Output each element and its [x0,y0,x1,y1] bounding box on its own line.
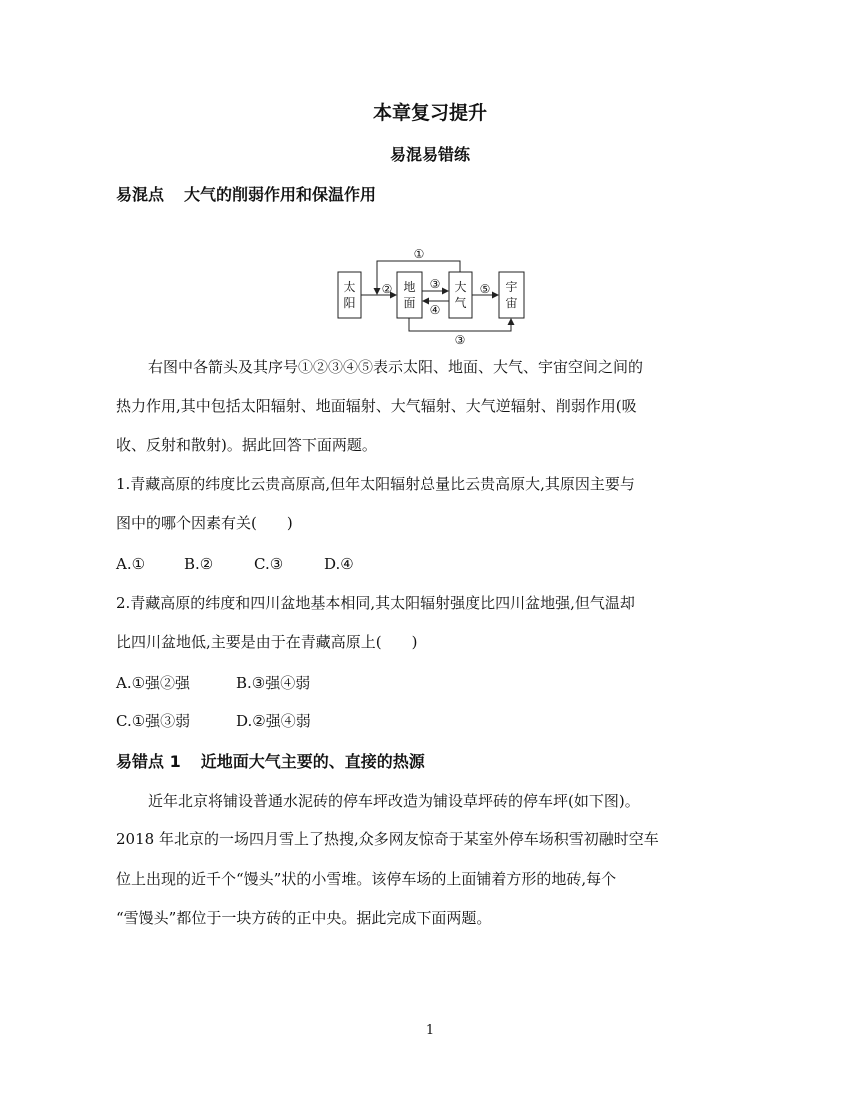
sun-label-2: 阳 [343,296,356,310]
arrow-4-label: ④ [429,303,441,317]
q2-option-d[interactable]: D.②强④弱 [236,712,311,730]
section-label: 易错点 1 [116,752,181,771]
atmosphere-label-2: 气 [454,296,467,310]
intro-line-3: 收、反射和散射)。据此回答下面两题。 [116,436,377,454]
sun-box [338,272,361,318]
q1-line-1: 1.青藏高原的纬度比云贵高原高,但年太阳辐射总量比云贵高原大,其原因主要与 [116,475,635,493]
sun-label-1: 太 [343,280,356,294]
page-number: 1 [425,1023,435,1038]
space-box [499,272,524,318]
section-text: 近地面大气主要的、直接的热源 [200,752,425,771]
q1-option-b[interactable]: B.② [184,555,214,573]
ground-label-2: 面 [403,296,416,310]
ground-box [397,272,422,318]
page-title: 本章复习提升 [372,102,487,124]
arrow-1-label: ① [413,247,425,261]
section-label: 易混点 [116,185,165,204]
section-heading-1 [116,182,376,205]
q1-option-c[interactable]: C.③ [254,555,284,573]
arrow-2-label: ② [381,282,393,296]
ground-label-1: 地 [403,280,416,294]
space-label-2: 宙 [505,296,518,310]
section-text: 大气的削弱作用和保温作用 [184,185,377,204]
atmosphere-label-1: 大 [454,280,467,294]
q2-options-row-2 [116,711,311,731]
q2-line-2: 比四川盆地低,主要是由于在青藏高原上( ) [116,633,418,651]
q2-options-row-1 [116,673,310,693]
q1-option-a[interactable]: A.① [116,555,146,573]
q2-line-1: 2.青藏高原的纬度和四川盆地基本相同,其太阳辐射强度比四川盆地强,但气温却 [116,594,635,612]
q2-option-a[interactable]: A.①强②强 [116,674,191,692]
arrow-3-bottom [409,318,511,331]
space-label-1: 宇 [505,280,518,294]
arrow-3-label: ③ [429,277,441,291]
passage-line-3: 位上出现的近千个“馒头”状的小雪堆。该停车场的上面铺着方形的地砖,每个 [116,870,617,888]
section-heading-2 [116,749,425,772]
atmosphere-box [449,272,472,318]
intro-line-1: 右图中各箭头及其序号①②③④⑤表示太阳、地面、大气、宇宙空间之间的 [148,358,644,376]
heat-exchange-diagram [337,246,537,346]
passage-line-1: 近年北京将铺设普通水泥砖的停车坪改造为铺设草坪砖的停车坪(如下图)。 [148,792,640,810]
q2-option-b[interactable]: B.③强④弱 [236,674,311,692]
page-subtitle: 易混易错练 [389,145,470,164]
q1-option-d[interactable]: D.④ [324,555,354,573]
passage-line-4: “雪馒头”都位于一块方砖的正中央。据此完成下面两题。 [116,909,492,927]
q1-line-2: 图中的哪个因素有关( ) [116,514,293,532]
q1-options [116,554,354,574]
arrow-5-label: ⑤ [479,282,491,296]
passage-line-2: 2018 年北京的一场四月雪上了热搜,众多网友惊奇于某室外停车场积雪初融时空车 [116,830,659,848]
arrow-3-bottom-label: ③ [454,333,466,346]
intro-line-2: 热力作用,其中包括太阳辐射、地面辐射、大气辐射、大气逆辐射、削弱作用(吸 [116,397,637,415]
q2-option-c[interactable]: C.①强③弱 [116,712,191,730]
